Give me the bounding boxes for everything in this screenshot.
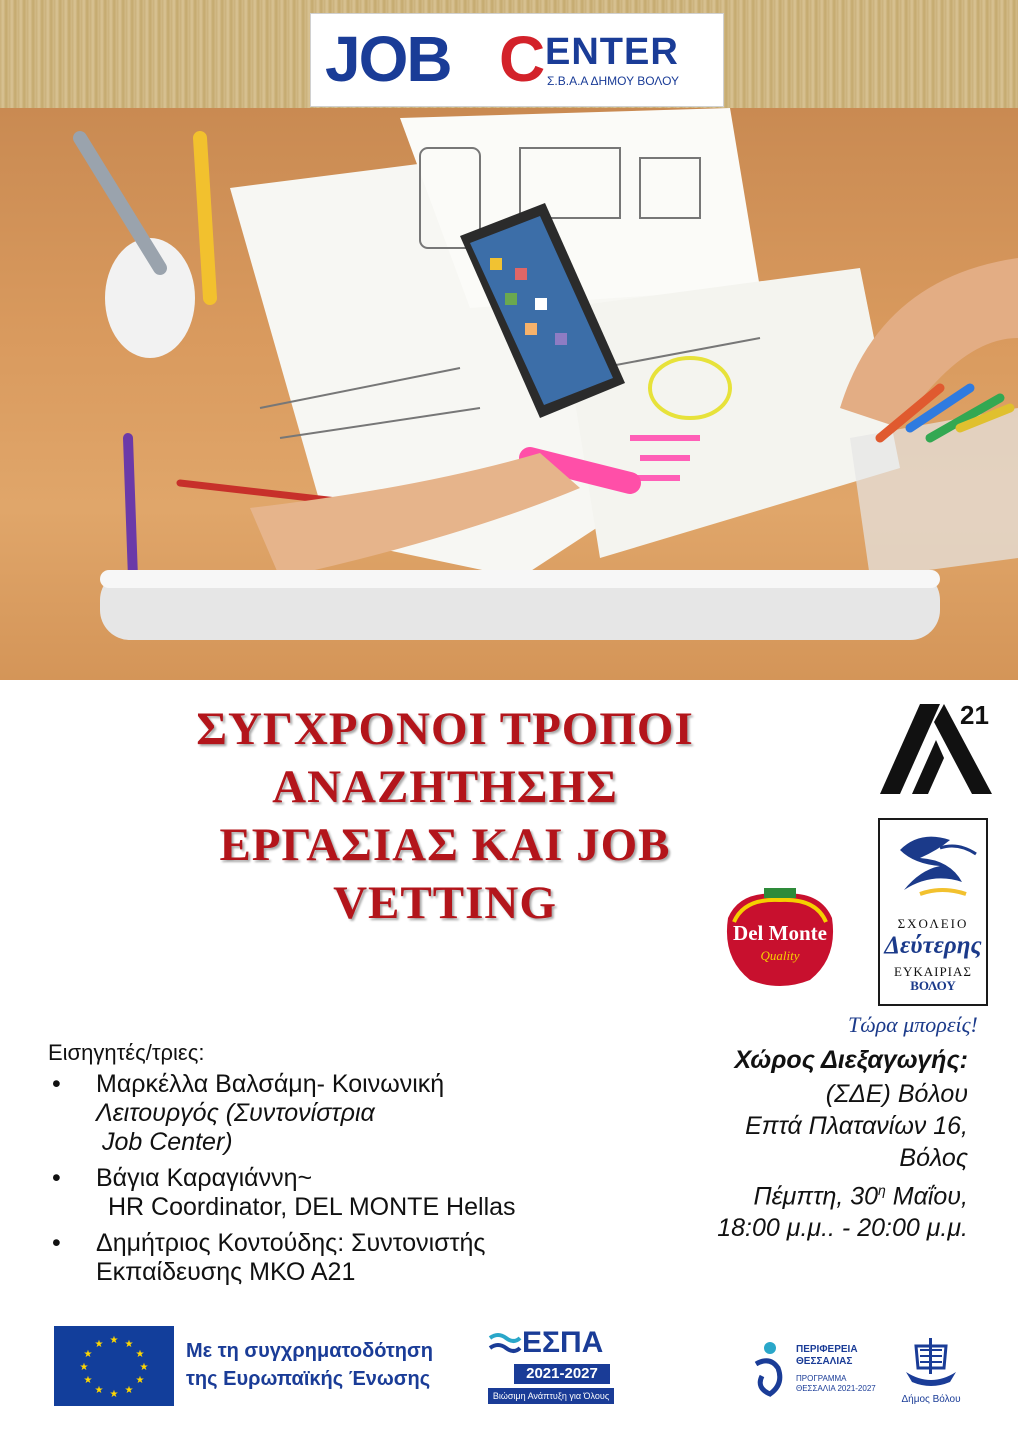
venue-section xyxy=(620,1044,968,1244)
speaker-role-cont: Job Center) xyxy=(102,1128,233,1156)
espa-title: ΕΣΠΑ xyxy=(522,1326,604,1359)
svg-text:★: ★ xyxy=(79,1362,89,1373)
event-title xyxy=(70,700,820,932)
logo-c-letter: C xyxy=(499,23,546,95)
event-date xyxy=(620,1174,968,1212)
perifereia-name-line: ΠΕΡΙΦΕΡΕΙΑ xyxy=(796,1344,858,1355)
svg-text:★: ★ xyxy=(135,1349,145,1360)
svg-text:★: ★ xyxy=(94,1339,104,1350)
svg-text:★: ★ xyxy=(94,1385,104,1396)
svg-text:★: ★ xyxy=(83,1375,93,1386)
eu-flag-logo xyxy=(54,1326,174,1406)
speakers-section xyxy=(48,1040,628,1294)
event-time: 18:00 μ.μ.. - 20:00 μ.μ. xyxy=(717,1214,968,1243)
dimos-name: Δήμος Βόλου xyxy=(901,1394,961,1405)
speaker-role: Εκπαίδευσης ΜΚΟ Α21 xyxy=(96,1258,356,1286)
title-line: ΣΥΓΧΡΟΝΟΙ ΤΡΟΠΟΙ xyxy=(196,703,694,755)
delmonte-logo xyxy=(720,888,840,992)
venue-city: Βόλος xyxy=(899,1144,968,1172)
logo-enter-text: ENTER xyxy=(545,31,679,73)
speaker-name: • Μαρκέλλα Βαλσάμη- Κοινωνική xyxy=(96,1070,445,1098)
sde-tagline: Τώρα μπορείς! xyxy=(848,1012,978,1037)
perifereia-name xyxy=(796,1344,858,1368)
perifereia-program-line: ΘΕΣΣΑΛΙΑ 2021-2027 xyxy=(796,1384,876,1393)
delmonte-brand: Del Monte xyxy=(733,921,827,945)
eu-text-line: Με τη συγχρηματοδότηση xyxy=(186,1340,433,1362)
sde-volos-logo xyxy=(878,818,988,1006)
perifereia-program xyxy=(796,1374,876,1394)
job-center-logo xyxy=(310,13,724,107)
venue-address: Επτά Πλατανίων 16, xyxy=(745,1112,968,1140)
espa-slogan: Βιώσιμη Ανάπτυξη για Όλους xyxy=(488,1388,614,1404)
speaker-item xyxy=(48,1229,628,1287)
venue-heading: Χώρος Διεξαγωγής: xyxy=(734,1046,968,1074)
sde-text-chance: ΕΥΚΑΙΡΙΑΣ xyxy=(894,964,972,979)
pen xyxy=(200,138,210,298)
svg-text:★: ★ xyxy=(109,1335,119,1346)
speaker-name: • Βάγια Καραγιάννη~ xyxy=(96,1164,313,1192)
a21-logo xyxy=(872,694,1002,800)
header-banner xyxy=(0,0,1018,108)
dimos-volou-logo xyxy=(896,1332,966,1412)
speaker-role-text: Λειτουργός (Συντονίστρια xyxy=(96,1099,375,1127)
speakers-list xyxy=(48,1070,628,1287)
perifereia-name-line: ΘΕΣΣΑΛΙΑΣ xyxy=(796,1356,853,1367)
perifereia-emblem-icon xyxy=(748,1340,792,1400)
sde-text-volos: ΒΟΛΟΥ xyxy=(910,978,956,993)
title-line: ΑΝΑΖΗΤΗΣΗΣ xyxy=(272,761,618,813)
sde-text-second: Δεύτερης xyxy=(884,932,982,959)
speaker-role xyxy=(96,1099,628,1128)
eu-text-line: της Ευρωπαϊκής Ένωσης xyxy=(186,1368,431,1390)
hero-photo xyxy=(0,108,1018,680)
title-line: ΕΡΓΑΣΙΑΣ ΚΑΙ JOB xyxy=(219,819,671,871)
svg-text:★: ★ xyxy=(124,1385,134,1396)
delmonte-quality: Quality xyxy=(760,948,800,963)
speaker-item xyxy=(48,1070,628,1157)
date-month: Μαΐου, xyxy=(885,1182,968,1211)
espa-years: 2021-2027 xyxy=(514,1364,610,1384)
a21-number: 21 xyxy=(960,700,989,730)
title-line: VETTING xyxy=(333,877,557,929)
speaker-item xyxy=(48,1164,628,1222)
speaker-role: HR Coordinator, DEL MONTE Hellas xyxy=(108,1193,516,1221)
desk-illustration xyxy=(0,108,1018,680)
paper-sheet xyxy=(560,268,900,558)
svg-text:★: ★ xyxy=(83,1349,93,1360)
logo-job-text: JOB xyxy=(325,23,451,95)
svg-text:★: ★ xyxy=(139,1362,149,1373)
svg-text:★: ★ xyxy=(109,1389,119,1400)
pen xyxy=(80,138,160,268)
date-ordinal: η xyxy=(878,1182,886,1198)
eu-cofunding-text xyxy=(186,1337,433,1393)
perifereia-program-line: ΠΡΟΓΡΑΜΜΑ xyxy=(796,1374,847,1383)
speakers-heading: Εισηγητές/τριες: xyxy=(48,1040,205,1065)
espa-wave-icon xyxy=(488,1328,522,1362)
date-day: Πέμπτη, 30 xyxy=(753,1182,879,1211)
ship-emblem-icon xyxy=(896,1332,966,1394)
logo-subtitle: Σ.Β.Α.Α ΔΗΜΟΥ ΒΟΛΟΥ xyxy=(547,74,680,88)
sde-emblem xyxy=(880,820,986,910)
sde-text-school: ΣΧΟΛΕΙΟ xyxy=(897,916,969,931)
speaker-name: • Δημήτριος Κοντούδης: Συντονιστής xyxy=(96,1229,486,1257)
venue-name: (ΣΔΕ) Βόλου xyxy=(825,1080,968,1108)
espa-logo xyxy=(488,1326,614,1406)
pencil xyxy=(128,438,133,578)
svg-text:★: ★ xyxy=(124,1339,134,1350)
perifereia-thessalias-logo xyxy=(748,1334,888,1404)
svg-text:★: ★ xyxy=(135,1375,145,1386)
